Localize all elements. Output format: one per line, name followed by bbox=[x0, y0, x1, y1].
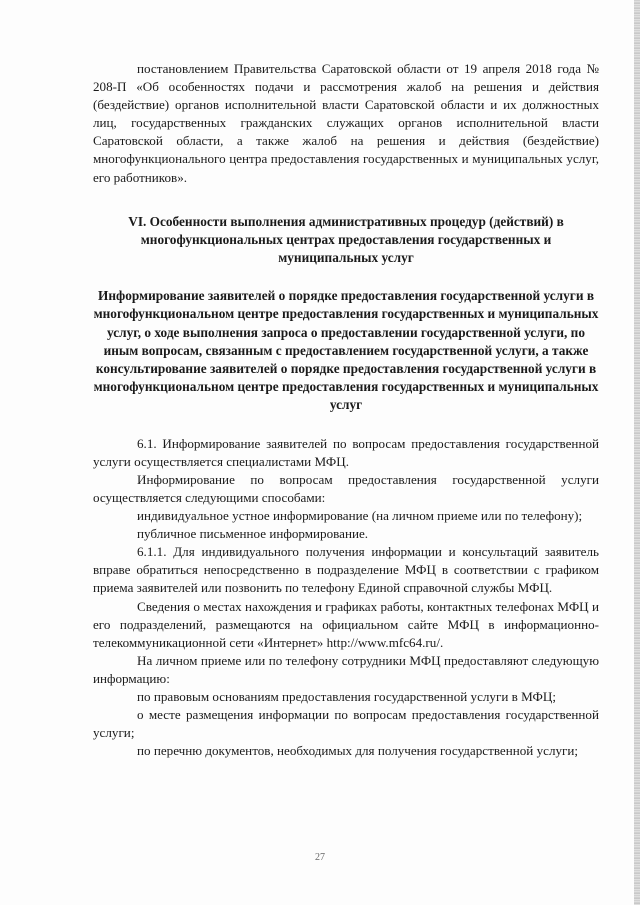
scan-edge bbox=[634, 0, 640, 905]
paragraph-individual-oral: индивидуальное устное информирование (на личном приеме или по телефону); bbox=[137, 508, 583, 524]
paragraph-locations: Сведения о местах нахождения и графиках работы, контактных телефонах МФЦ и его подразделений, размещаются на официальном сайте МФЦ в информационно-телекоммуникационной сети «Интернет» http://www.mfc64.ru/. bbox=[93, 598, 599, 650]
page-number: 27 bbox=[315, 852, 325, 863]
paragraph-personal-reception: На личном приеме или по телефону сотрудники МФЦ предоставляют следующую информацию: bbox=[93, 652, 599, 686]
paragraph-info-location: о месте размещения информации по вопросам предоставления государственной услуги; bbox=[93, 707, 599, 741]
paragraph-public-written: публичное письменное информирование. bbox=[137, 526, 369, 542]
section-heading: VI. Особенности выполнения административных процедур (действий) в многофункциональных центрах предоставления государственных и муниципальных услуг bbox=[128, 213, 564, 266]
document-body bbox=[93, 60, 599, 760]
paragraph-6-1: 6.1. Информирование заявителей по вопросам предоставления государственной услуги осуществляется специалистами МФЦ. bbox=[93, 435, 599, 469]
subsection-heading: Информирование заявителей о порядке предоставления государственной услуги в многофункциональном центре предоставления государственных и муниципальных услуг, о ходе выполнения запроса о предоставлении государственной услуги, по иным вопросам, связанным с предоставлением государственной услуги, а также консультирование заявителей о порядке предоставления государственной услуги в многофункциональном центре предоставления государственных и муниципальных услуг bbox=[93, 288, 599, 413]
paragraph-documents-list: по перечню документов, необходимых для получения государственной услуги; bbox=[137, 743, 579, 759]
intro-paragraph: постановлением Правительства Саратовской области от 19 апреля 2018 года № 208-П «Об особенностях подачи и рассмотрения жалоб на решения и действия (бездействие) органов исполнительной власти Саратовской области и их должностных лиц, государственных гражданских служащих органов исполнительной власти Саратовской области, а также жалоб на решения и действия (бездействие) многофункционального центра предоставления государственных и муниципальных услуг, его работников». bbox=[93, 61, 599, 185]
paragraph-informing-methods: Информирование по вопросам предоставления государственной услуги осуществляется следующими способами: bbox=[93, 471, 599, 505]
paragraph-6-1-1: 6.1.1. Для индивидуального получения информации и консультаций заявитель вправе обратиться непосредственно в подразделение МФЦ в соответствии с графиком приема заявителей или позвонить по телефону Единой справочной службы МФЦ. bbox=[93, 544, 599, 596]
paragraph-legal-grounds: по правовым основаниям предоставления государственной услуги в МФЦ; bbox=[137, 689, 556, 704]
